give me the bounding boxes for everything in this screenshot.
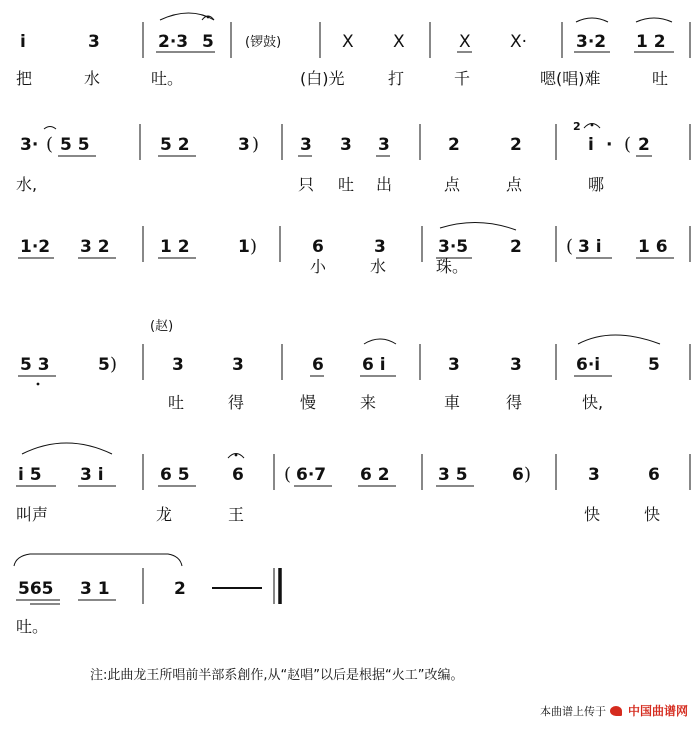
low-octave-dot — [37, 383, 40, 386]
note: 3 — [374, 237, 386, 257]
lyric: 把 — [16, 69, 33, 88]
slur — [636, 18, 672, 22]
lyric: 王 — [228, 505, 245, 524]
note: 6·i — [576, 355, 601, 375]
paren: ) — [524, 464, 532, 485]
lyric: 得 — [228, 393, 245, 412]
note: 2 — [174, 579, 186, 599]
grace-note: 2 — [573, 120, 581, 133]
lyric: 千 — [454, 69, 471, 88]
rhythm-x: X — [393, 32, 405, 52]
breath-mark — [44, 127, 56, 130]
footnote: 注:此曲龙王所唱前半部系創作,从“赵唱”以后是根据“火工”改编。 — [90, 668, 464, 683]
note: 3 — [88, 32, 100, 52]
note: 3 2 — [80, 237, 110, 257]
paren: ( — [284, 464, 292, 485]
lyric: 水 — [84, 69, 101, 88]
slur — [578, 335, 660, 344]
source-label: 本曲谱上传于 — [539, 704, 606, 718]
note: 6 5 — [160, 465, 190, 485]
lyric: 得 — [506, 393, 523, 412]
note: i 5 — [18, 465, 42, 485]
note: 5 2 — [160, 135, 190, 155]
note: 3 5 — [438, 465, 468, 485]
note: 3 — [172, 355, 184, 375]
note: 3 1 — [80, 579, 110, 599]
note: 6 — [312, 237, 324, 257]
note: 6 i — [362, 355, 386, 375]
lyric: 出 — [376, 175, 393, 194]
rhythm-x: X· — [510, 32, 528, 52]
slur — [440, 222, 516, 230]
lyric: 嗯(唱)难 — [540, 69, 601, 88]
note: 1 — [238, 237, 250, 257]
score-row-5 — [16, 443, 690, 524]
note: 3 i — [80, 465, 104, 485]
note: 3· — [20, 135, 39, 155]
paren: ) — [252, 134, 260, 155]
note: 1 6 — [638, 237, 668, 257]
lyric: 打 — [388, 69, 405, 88]
note: i — [588, 135, 594, 155]
score-row-1 — [16, 13, 690, 88]
lyric: 水 — [370, 257, 387, 276]
fermata-dot — [591, 124, 594, 127]
note: 3 — [232, 355, 244, 375]
singer-annotation: (赵) — [150, 319, 174, 334]
lyric: 哪 — [588, 175, 605, 194]
fermata-dot — [235, 454, 238, 457]
note: 6 2 — [360, 465, 390, 485]
note: 3 — [588, 465, 600, 485]
lyric: 龙 — [156, 505, 173, 524]
source-credit — [540, 702, 688, 719]
note: 3 i — [578, 237, 602, 257]
note: 3 — [448, 355, 460, 375]
note: 6·7 — [296, 465, 327, 485]
note: 2 — [510, 135, 522, 155]
note: 2 — [638, 135, 650, 155]
slur — [22, 443, 112, 454]
note: 6 — [312, 355, 324, 375]
percussion-annotation: (锣鼓) — [245, 35, 282, 50]
lyric: 点 — [506, 175, 523, 194]
note: 3 — [378, 135, 390, 155]
lyric: 吐 — [168, 393, 185, 412]
note: 5 5 — [60, 135, 90, 155]
site-logo-icon — [610, 705, 624, 717]
note: · — [606, 135, 613, 155]
lyric: 叫声 — [16, 505, 49, 524]
note: 2 — [448, 135, 460, 155]
note: 1·2 — [20, 237, 51, 257]
paren: ( — [566, 236, 574, 257]
note: 3 — [300, 135, 312, 155]
note: 2 — [510, 237, 522, 257]
note: 2·3 — [158, 32, 189, 52]
rhythm-x: X — [342, 32, 354, 52]
lyric: 吐。 — [151, 69, 184, 88]
note: 3 — [510, 355, 522, 375]
rhythm-x: X — [459, 32, 471, 52]
note: 3 — [340, 135, 352, 155]
note: 3·5 — [438, 237, 469, 257]
fermata-dot — [207, 16, 210, 19]
lyric: 水, — [16, 175, 38, 194]
note: 1 2 — [636, 32, 666, 52]
score-row-6 — [14, 554, 280, 636]
note: 5 3 — [20, 355, 50, 375]
note: 5 — [202, 32, 214, 52]
site-name[interactable]: 中国曲谱网 — [627, 704, 688, 718]
lyric: 小 — [310, 257, 327, 276]
lyric: 点 — [444, 175, 461, 194]
lyric: 慢 — [300, 393, 317, 412]
score-row-4 — [18, 318, 690, 412]
note: 3·2 — [576, 32, 607, 52]
lyric: 快 — [584, 505, 601, 524]
paren: ( — [46, 134, 54, 155]
note: 6 — [512, 465, 524, 485]
lyric: 快 — [644, 505, 661, 524]
lyric: 快, — [582, 393, 604, 412]
paren: ( — [624, 134, 632, 155]
slur — [576, 18, 608, 22]
lyric: 吐 — [338, 175, 355, 194]
paren: ) — [250, 236, 258, 257]
note: i — [20, 32, 26, 52]
note: 565 — [18, 579, 54, 599]
note: 1 2 — [160, 237, 190, 257]
slur — [14, 554, 182, 566]
score-row-2 — [16, 120, 690, 194]
lyric: 只 — [298, 175, 315, 194]
lyric: 珠。 — [436, 257, 469, 276]
paren: ) — [110, 354, 118, 375]
lyric: 来 — [360, 393, 377, 412]
slur — [364, 339, 396, 344]
lyric: 吐 — [652, 69, 669, 88]
score-row-3 — [18, 222, 690, 276]
note: 5 — [648, 355, 660, 375]
lyric: 車 — [444, 393, 461, 412]
lyric: (白)光 — [300, 69, 345, 88]
note: 3 — [238, 135, 250, 155]
lyric: 吐。 — [16, 617, 49, 636]
note: 6 — [648, 465, 660, 485]
note: 6 — [232, 465, 244, 485]
note: 5 — [98, 355, 110, 375]
